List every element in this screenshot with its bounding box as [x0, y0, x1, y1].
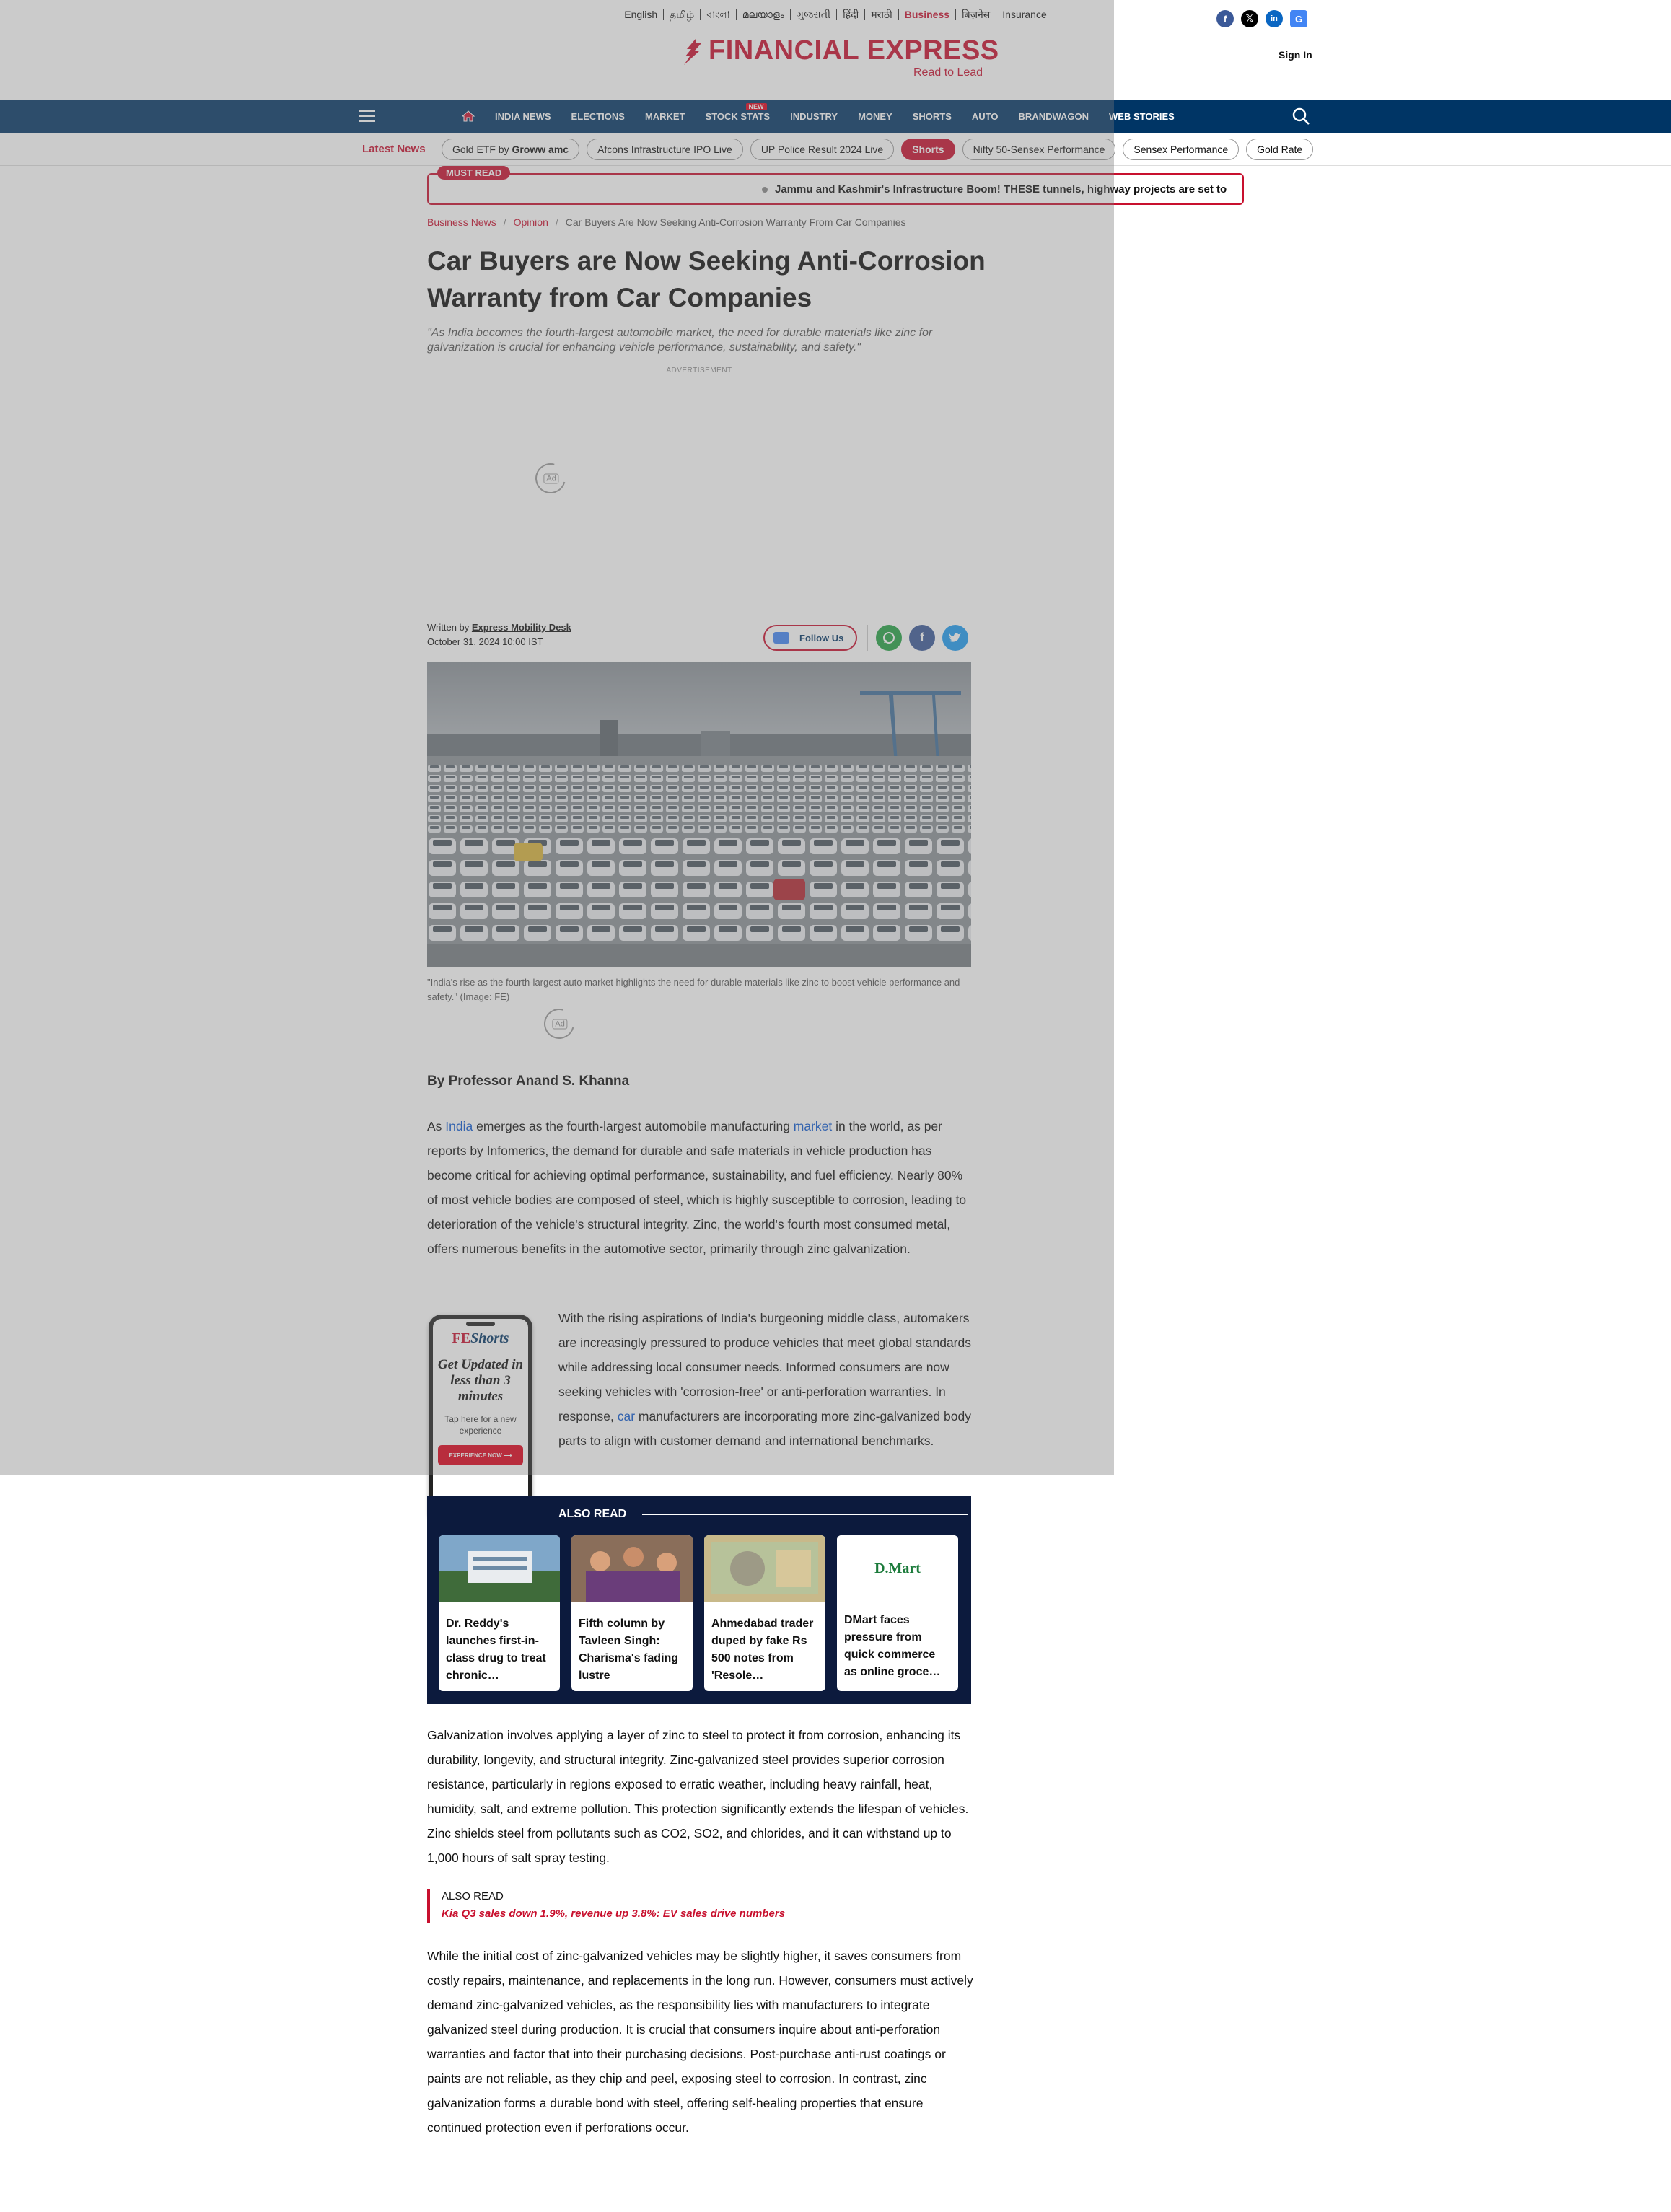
nav-money[interactable]: MONEY: [858, 110, 892, 122]
latest-pill[interactable]: Afcons Infrastructure IPO Live: [587, 139, 743, 160]
also-read-card[interactable]: [704, 1535, 825, 1691]
also-read-inline: [427, 1889, 785, 1923]
latest-pill[interactable]: UP Police Result 2024 Live: [750, 139, 894, 160]
lang-business[interactable]: Business: [899, 9, 956, 20]
fe-shorts-logo: FEShorts: [452, 1330, 509, 1346]
nav-market[interactable]: MARKET: [644, 110, 685, 122]
share-divider: [867, 625, 868, 651]
article-paragraph-2: With the rising aspirations of India's burgeoning middle class, automakers are increasingly pressured to produce vehicles that meet global standards while addressing local consumer needs. Informed consumers are now seeking vehicles with 'corrosion-free' or anti-perforation warranties. In response, car manufacturers are incorporating more zinc-galvanized body parts to align with customer demand and international benchmarks.: [558, 1311, 971, 1448]
card-thumbnail: [439, 1535, 560, 1602]
nav-india-news[interactable]: INDIA NEWS: [495, 110, 551, 122]
follow-us-button[interactable]: [763, 625, 857, 651]
logo-tagline: Read to Lead: [913, 66, 983, 79]
lang-business-hindi[interactable]: बिज़नेस: [956, 9, 996, 20]
article-byline: [427, 620, 571, 649]
lang-malayalam[interactable]: മലയാളം: [737, 9, 791, 20]
also-read-cards: [439, 1535, 958, 1691]
article-paragraph-1: As India emerges as the fourth-largest automobile manufacturing market in the world, as per reports by Infomerics, the demand for durable and safe materials in vehicle production has become critical for achieving optimal performance, sustainability, and fuel efficiency. Nearly 80% of most vehicle bodies are composed of steel, which is highly susceptible to corrosion, leading to deterioration of the vehicle's structural integrity. Zinc, the world's fourth most consumed metal, offers numerous benefits in the automotive sector, primarily through zinc galvanization.: [427, 1119, 967, 1256]
latest-news-bar: [0, 133, 1671, 166]
must-read-tag: MUST READ: [437, 166, 510, 180]
google-news-icon: [773, 632, 789, 644]
breadcrumb-opinion[interactable]: Opinion: [513, 216, 548, 228]
article-author-line: By Professor Anand S. Khanna: [427, 1074, 630, 1089]
also-read-card[interactable]: [571, 1535, 693, 1691]
facebook-icon[interactable]: f: [1216, 10, 1234, 27]
breadcrumb-current: Car Buyers Are Now Seeking Anti-Corrosion Warranty From Car Companies: [565, 216, 906, 228]
article-title: Car Buyers are Now Seeking Anti-Corrosion Warranty from Car Companies: [427, 246, 986, 312]
market-link[interactable]: market: [793, 1119, 833, 1133]
lang-tamil[interactable]: தமிழ்: [664, 9, 701, 20]
menu-icon[interactable]: [359, 110, 375, 122]
publish-date: October 31, 2024 10:00 IST: [427, 636, 543, 647]
advertisement-label: ADVERTISEMENT: [666, 367, 732, 374]
nav-web-stories[interactable]: WEB STORIES: [1109, 110, 1175, 122]
also-read-title: ALSO READ: [558, 1508, 627, 1520]
hero-image-caption: "India's rise as the fourth-largest auto market highlights the need for durable materials like zinc to boost vehicle performance and safety." (Image: FE): [427, 977, 960, 1002]
article-paragraph-4: While the initial cost of zinc-galvanized vehicles may be slightly higher, it saves consumers from costly repairs, maintenance, and replacements in the long run. However, consumers must actively demand zinc-galvanized vehicles, as the responsibility lies with manufacturers to integrate galvanized steel during production. It is crucial that consumers inquire about anti-perforation warranties and factor that into their purchasing decisions. Post-purchase anti-rust coatings or paints are not reliable, as they chip and peel, exposing steel to corrosion. In contrast, zinc galvanization forms a durable bond with steel, offering self-healing properties that ensure continued protection even if perforations occur.: [427, 1949, 973, 2135]
nav-shorts[interactable]: SHORTS: [912, 110, 952, 122]
nav-stock-stats[interactable]: [705, 102, 771, 122]
logo-text: FINANCIAL EXPRESS: [709, 35, 999, 66]
written-by-label: Written by: [427, 622, 472, 633]
fe-shorts-tap-text: Tap here for a new experience: [444, 1414, 517, 1436]
site-header: [0, 0, 1671, 100]
car-link[interactable]: car: [617, 1409, 636, 1423]
lang-marathi[interactable]: मराठी: [865, 9, 898, 20]
site-logo[interactable]: [684, 36, 999, 65]
lang-bangla[interactable]: বাংলা: [701, 9, 736, 20]
facebook-share-icon[interactable]: f: [909, 625, 935, 651]
pill-text: Gold ETF by: [452, 144, 512, 155]
author-link[interactable]: Express Mobility Desk: [471, 622, 571, 633]
card-title: Dr. Reddy's launches first-in-class drug to treat chronic…: [446, 1618, 546, 1682]
nav-elections[interactable]: ELECTIONS: [571, 110, 625, 122]
india-link[interactable]: India: [445, 1119, 473, 1133]
card-thumbnail: [704, 1535, 825, 1602]
logo-mark-icon: [684, 39, 703, 65]
breadcrumb-business-news[interactable]: Business News: [427, 216, 496, 228]
sign-in-link[interactable]: Sign In: [1279, 49, 1312, 61]
must-read-headline[interactable]: Jammu and Kashmir's Infrastructure Boom! THESE tunnels, highway projects are set to: [762, 183, 1238, 196]
also-read-card[interactable]: [439, 1535, 560, 1691]
article-hero-image: [427, 662, 971, 967]
latest-pill[interactable]: Sensex Performance: [1123, 139, 1239, 160]
experience-now-button[interactable]: EXPERIENCE NOW ⟶: [438, 1445, 523, 1465]
also-read-card[interactable]: [837, 1535, 958, 1691]
language-bar: [0, 9, 1671, 20]
ad-placeholder-icon: Ad: [530, 457, 571, 499]
also-read-inline-label: ALSO READ: [442, 1890, 504, 1902]
nav-items: [462, 100, 1175, 133]
latest-pill[interactable]: Gold Rate: [1246, 139, 1313, 160]
article-paragraph-3: Galvanization involves applying a layer of zinc to steel to protect it from corrosion, enhancing its durability, longevity, and structural integrity. Zinc-galvanized steel provides superior corrosion resistance, particularly in regions exposed to erratic weather, including heavy rainfall, heat, humidity, salt, and extreme pollution. This protection significantly extends the lifespan of vehicles. Zinc shields steel from pollutants such as CO2, SO2, and chlorides, and it can withstand up to 1,000 hours of salt spray testing.: [427, 1728, 969, 1865]
search-icon[interactable]: [1291, 107, 1310, 126]
new-badge: NEW: [746, 103, 767, 110]
also-read-box: [427, 1496, 971, 1704]
dmart-logo: D.Mart: [837, 1535, 958, 1602]
linkedin-icon[interactable]: in: [1266, 10, 1283, 27]
card-title: DMart faces pressure from quick commerce as online groce…: [844, 1614, 941, 1678]
latest-pill[interactable]: Nifty 50-Sensex Performance: [962, 139, 1116, 160]
latest-pill-shorts[interactable]: Shorts: [901, 139, 955, 160]
lang-hindi[interactable]: हिंदी: [837, 9, 865, 20]
nav-auto[interactable]: AUTO: [971, 110, 999, 122]
twitter-share-icon[interactable]: [942, 625, 968, 651]
latest-news-pills: [442, 139, 1330, 160]
latest-pill[interactable]: [442, 139, 579, 160]
google-news-icon[interactable]: G: [1290, 10, 1307, 27]
card-title: Ahmedabad trader duped by fake Rs 500 notes from 'Resole…: [711, 1618, 814, 1682]
x-icon[interactable]: 𝕏: [1241, 10, 1258, 27]
lang-insurance[interactable]: Insurance: [1002, 9, 1047, 20]
latest-news-label: Latest News: [362, 143, 426, 155]
article-summary: "As India becomes the fourth-largest automobile market, the need for durable materials like zinc for galvanization is crucial for enhancing vehicle performance, sustainability, and safety.": [427, 327, 933, 354]
fe-shorts-promo[interactable]: [429, 1315, 532, 1524]
pill-bold-text: Groww amc: [512, 144, 569, 155]
header-social-links: [1216, 10, 1307, 27]
main-nav: [0, 100, 1671, 133]
whatsapp-share-icon[interactable]: [876, 625, 902, 651]
nav-brandwagon[interactable]: BRANDWAGON: [1018, 110, 1089, 122]
home-icon[interactable]: [462, 110, 475, 122]
lang-english[interactable]: English: [618, 9, 664, 20]
lang-gujarati[interactable]: ગુજરાતી: [791, 9, 837, 20]
nav-stock-stats-label: STOCK STATS: [705, 110, 771, 122]
nav-industry[interactable]: INDUSTRY: [790, 110, 838, 122]
card-title: Fifth column by Tavleen Singh: Charisma's fading lustre: [579, 1618, 679, 1682]
must-read-ticker[interactable]: [427, 167, 1244, 205]
follow-us-label: Follow Us: [799, 632, 844, 644]
fe-shorts-headline: Get Updated in less than 3 minutes: [437, 1357, 524, 1404]
breadcrumb: Business News / Opinion / Car Buyers Are Now Seeking Anti-Corrosion Warranty From Car Companies: [427, 216, 906, 228]
card-thumbnail: [571, 1535, 693, 1602]
ad-placeholder-icon: Ad: [538, 1003, 579, 1044]
also-read-inline-link[interactable]: Kia Q3 sales down 1.9%, revenue up 3.8%: EV sales drive numbers: [442, 1908, 786, 1920]
